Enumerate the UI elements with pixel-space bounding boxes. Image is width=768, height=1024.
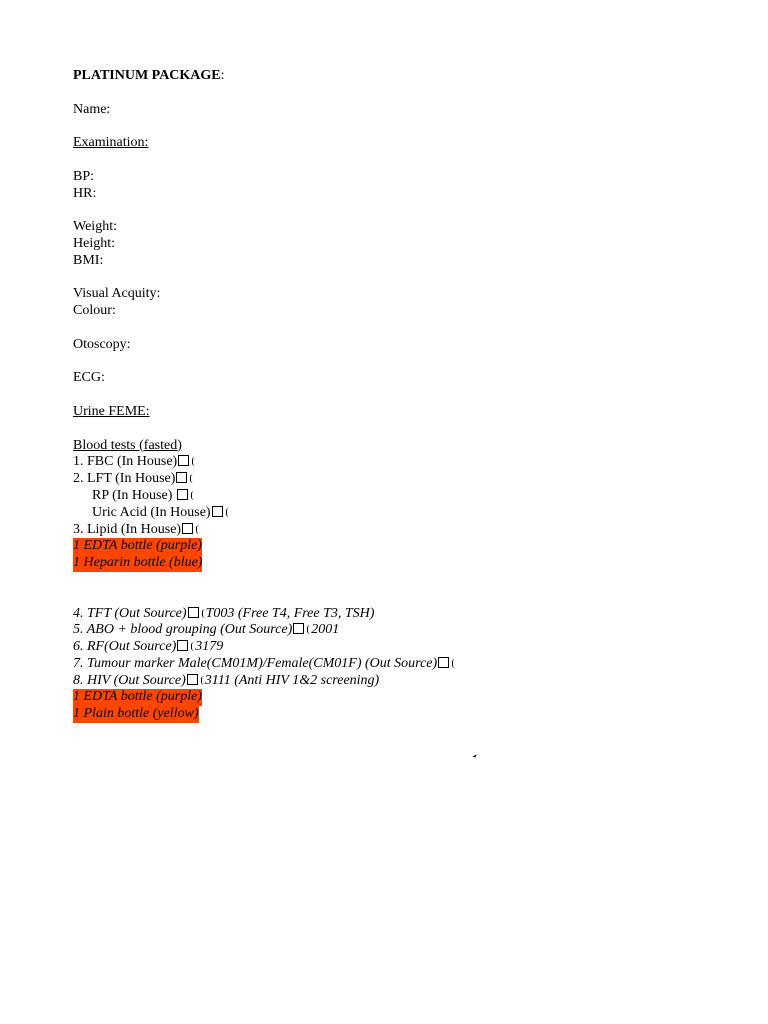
out-source-test-row	[73, 606, 713, 623]
bracket-icon	[452, 659, 456, 668]
out-source-test-row	[73, 673, 713, 690]
in-house-test-row	[73, 488, 713, 505]
spacer	[73, 320, 713, 337]
bottle-note	[73, 689, 713, 706]
out-source-test-row	[73, 622, 713, 639]
bracket-icon	[196, 525, 200, 534]
checkbox-icon[interactable]	[176, 472, 187, 483]
spacer	[73, 85, 713, 102]
test-label: 5. ABO + blood grouping (Out Source)	[73, 622, 293, 638]
spacer	[73, 572, 713, 606]
spacer	[73, 202, 713, 219]
weight-label: Weight:	[73, 219, 117, 235]
spacer	[73, 152, 713, 169]
checkbox-icon[interactable]	[438, 657, 449, 668]
urine-heading: Urine FEME:	[73, 403, 150, 419]
highlighted-bottle-text: 1 EDTA bottle (purple)	[73, 689, 202, 705]
colour-label: Colour:	[73, 303, 116, 319]
highlighted-bottle-text: 1 Plain bottle (yellow)	[73, 706, 199, 722]
checkbox-icon[interactable]	[293, 623, 304, 634]
hr-label: HR:	[73, 185, 97, 201]
test-code: 2001	[311, 622, 340, 638]
test-code: T003 (Free T4, Free T3, TSH)	[205, 605, 375, 621]
test-label: 7. Tumour marker Male(CM01M)/Female(CM01F) (Out Source)	[73, 655, 438, 671]
visual-acuity-label: Visual Acquity:	[73, 286, 161, 302]
checkbox-icon[interactable]	[188, 607, 199, 618]
spacer	[73, 118, 713, 135]
bottle-note	[73, 706, 713, 723]
bmi-label: BMI:	[73, 252, 104, 268]
checkbox-icon[interactable]	[177, 489, 188, 500]
checkbox-icon[interactable]	[178, 455, 189, 466]
in-house-test-row	[73, 505, 713, 522]
title-colon: :	[220, 68, 225, 83]
highlighted-bottle-text: 1 Heparin bottle (blue)	[73, 555, 203, 571]
spacer	[73, 421, 713, 438]
in-house-test-row	[73, 522, 713, 539]
test-label: 8. HIV (Out Source)	[73, 672, 186, 688]
test-label: RP (In House)	[92, 487, 176, 503]
test-label: 1. FBC (In House)	[73, 454, 178, 470]
test-code: 3179	[195, 639, 224, 655]
ecg-label: ECG:	[73, 370, 105, 386]
bottle-note	[73, 538, 713, 555]
blood-tests-heading: Blood tests (fasted)	[73, 437, 182, 453]
spacer	[73, 354, 713, 371]
test-label: 4. TFT (Out Source)	[73, 605, 187, 621]
in-house-test-row	[73, 454, 713, 471]
bracket-icon	[190, 474, 194, 483]
checkbox-icon[interactable]	[177, 640, 188, 651]
checkbox-icon[interactable]	[187, 674, 198, 685]
out-source-test-row	[73, 639, 713, 656]
bp-label: BP:	[73, 168, 95, 184]
test-label: Uric Acid (In House)	[92, 504, 211, 520]
checkbox-icon[interactable]	[182, 523, 193, 534]
document-page	[73, 68, 713, 723]
bracket-icon	[191, 491, 195, 500]
test-label: 3. Lipid (In House)	[73, 521, 182, 537]
otoscopy-label: Otoscopy:	[73, 336, 131, 352]
bottle-note	[73, 555, 713, 572]
bracket-icon	[226, 508, 230, 517]
height-label: Height:	[73, 235, 115, 251]
stray-mark-icon	[472, 752, 478, 758]
examination-heading: Examination:	[73, 135, 149, 151]
title-text: PLATINUM PACKAGE	[73, 68, 221, 83]
test-label: 6. RF(Out Source)	[73, 639, 177, 655]
checkbox-icon[interactable]	[212, 506, 223, 517]
test-code: 3111 (Anti HIV 1&2 screening)	[204, 672, 380, 688]
spacer	[73, 387, 713, 404]
highlighted-bottle-text: 1 EDTA bottle (purple)	[73, 538, 202, 554]
spacer	[73, 270, 713, 287]
out-source-test-row	[73, 656, 713, 673]
package-title	[73, 68, 713, 85]
in-house-test-row	[73, 471, 713, 488]
test-label: 2. LFT (In House)	[73, 471, 176, 487]
bracket-icon	[192, 457, 196, 466]
name-label: Name:	[73, 101, 111, 117]
